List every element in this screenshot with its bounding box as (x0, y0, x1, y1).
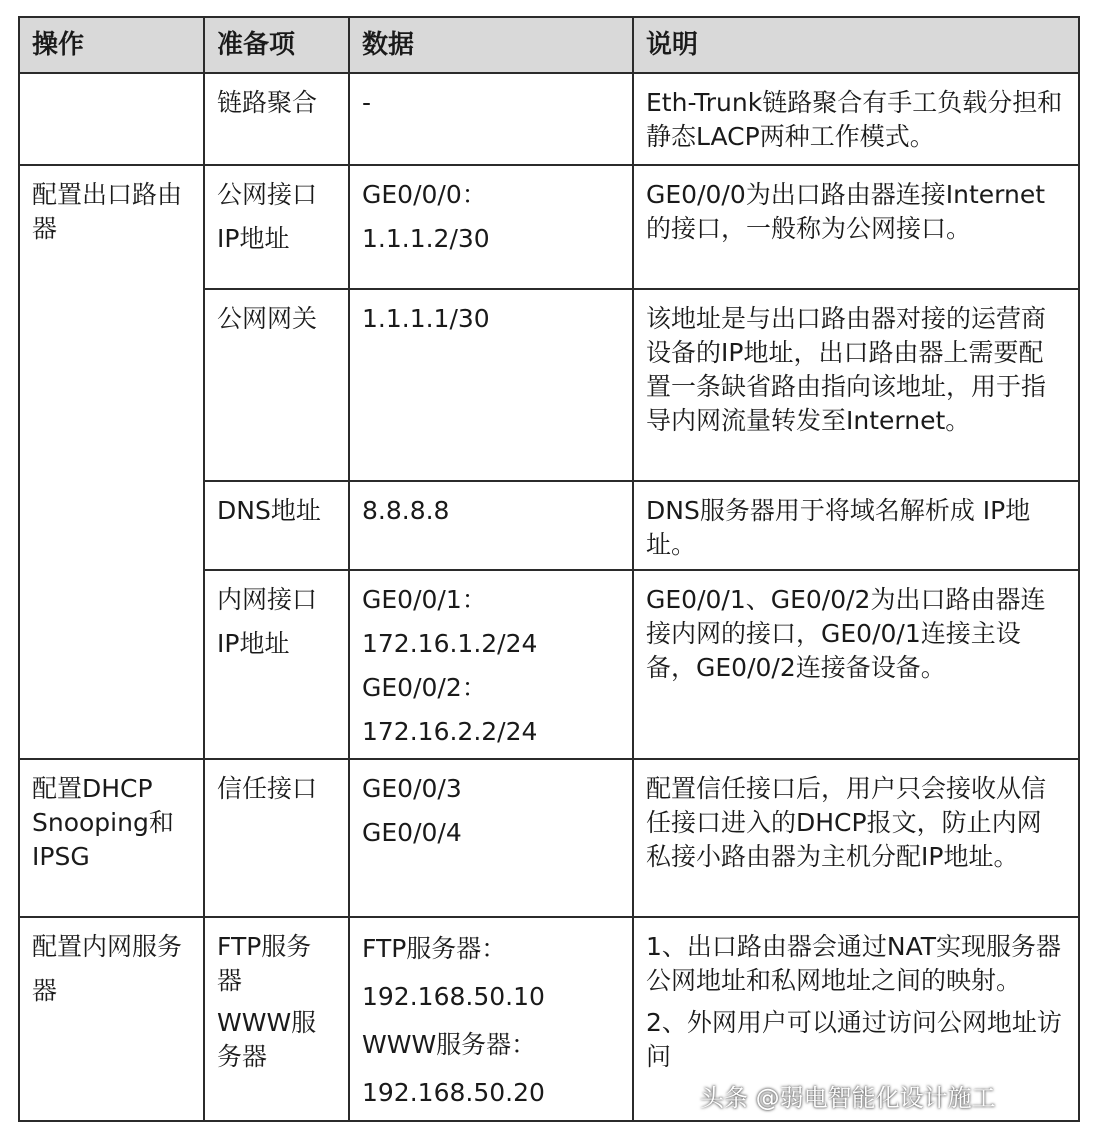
cell-desc (633, 73, 1079, 165)
operation-text: 配置DHCP Snooping和IPSG (32, 774, 174, 871)
item-text: 公网网关 (217, 304, 318, 333)
data-text: 192.168.50.10 (362, 982, 545, 1011)
desc-text: 配置信任接口后，用户只会接收从信任接口进入的DHCP报文，防止内网私接小路由器为主机分配IP地址。 (646, 774, 1047, 871)
item-text: DNS地址 (217, 496, 321, 525)
cell-data (349, 481, 633, 570)
desc-text: 该地址是与出口路由器对接的运营商设备的IP地址，出口路由器上需要配置一条缺省路由指向该地址，用于指导内网流量转发至Internet。 (646, 304, 1047, 435)
desc-text: DNS服务器用于将域名解析成 IP地址。 (646, 496, 1031, 559)
cell-data (349, 759, 633, 917)
config-table (18, 16, 1080, 1122)
data-text: WWW服务器： (362, 1030, 537, 1059)
cell-item (204, 917, 349, 1121)
cell-data (349, 289, 633, 481)
item-text: WWW服务器 (217, 1008, 317, 1071)
header-row (19, 17, 1079, 73)
cell-operation (19, 165, 204, 759)
desc-text: 2、外网用户可以通过访问公网地址访问 (646, 1008, 1062, 1071)
cell-desc (633, 165, 1079, 289)
data-text: GE0/0/1： (362, 585, 487, 614)
item-text: 信任接口 (217, 774, 318, 803)
data-text: 172.16.2.2/24 (362, 717, 538, 746)
data-text: GE0/0/2： (362, 673, 487, 702)
cell-data (349, 570, 633, 759)
data-text: - (362, 88, 372, 117)
header-operation: 操作 (19, 17, 204, 73)
data-text: 1.1.1.1/30 (362, 304, 490, 333)
data-text: GE0/0/3 (362, 774, 462, 803)
desc-text: Eth-Trunk链路聚合有手工负载分担和静态LACP两种工作模式。 (646, 88, 1063, 151)
item-text: 内网接口IP地址 (217, 585, 318, 658)
desc-text: GE0/0/0为出口路由器连接Internet的接口，一般称为公网接口。 (646, 180, 1045, 243)
cell-item (204, 289, 349, 481)
table-row (19, 73, 1079, 165)
cell-operation (19, 759, 204, 917)
data-text: 8.8.8.8 (362, 496, 450, 525)
data-text: 172.16.1.2/24 (362, 629, 538, 658)
cell-item (204, 570, 349, 759)
cell-desc (633, 759, 1079, 917)
table-row (19, 759, 1079, 917)
header-desc: 说明 (633, 17, 1079, 73)
data-text: FTP服务器： (362, 934, 507, 963)
cell-data (349, 917, 633, 1121)
cell-desc (633, 289, 1079, 481)
watermark: 头条 @弱电智能化设计施工 (700, 1084, 996, 1112)
item-text: 链路聚合 (217, 88, 318, 117)
cell-item (204, 73, 349, 165)
table-row (19, 165, 1079, 289)
desc-text: 1、出口路由器会通过NAT实现服务器公网地址和私网地址之间的映射。 (646, 932, 1062, 995)
operation-text: 配置内网服务器 (32, 932, 183, 1005)
item-text: FTP服务器 (217, 932, 312, 995)
data-text: 192.168.50.20 (362, 1078, 545, 1107)
cell-operation (19, 917, 204, 1121)
cell-item (204, 481, 349, 570)
cell-data (349, 73, 633, 165)
item-text: 公网接口IP地址 (217, 180, 318, 253)
data-text: GE0/0/0： (362, 180, 487, 209)
cell-item (204, 165, 349, 289)
operation-text: 配置出口路由器 (32, 180, 183, 243)
cell-item (204, 759, 349, 917)
cell-desc (633, 570, 1079, 759)
header-item: 准备项 (204, 17, 349, 73)
cell-data (349, 165, 633, 289)
data-text: GE0/0/4 (362, 818, 462, 847)
header-data: 数据 (349, 17, 633, 73)
data-text: 1.1.1.2/30 (362, 224, 490, 253)
desc-text: GE0/0/1、GE0/0/2为出口路由器连接内网的接口，GE0/0/1连接主设备，GE0/0/2连接备设备。 (646, 585, 1046, 682)
cell-operation (19, 73, 204, 165)
cell-desc (633, 481, 1079, 570)
